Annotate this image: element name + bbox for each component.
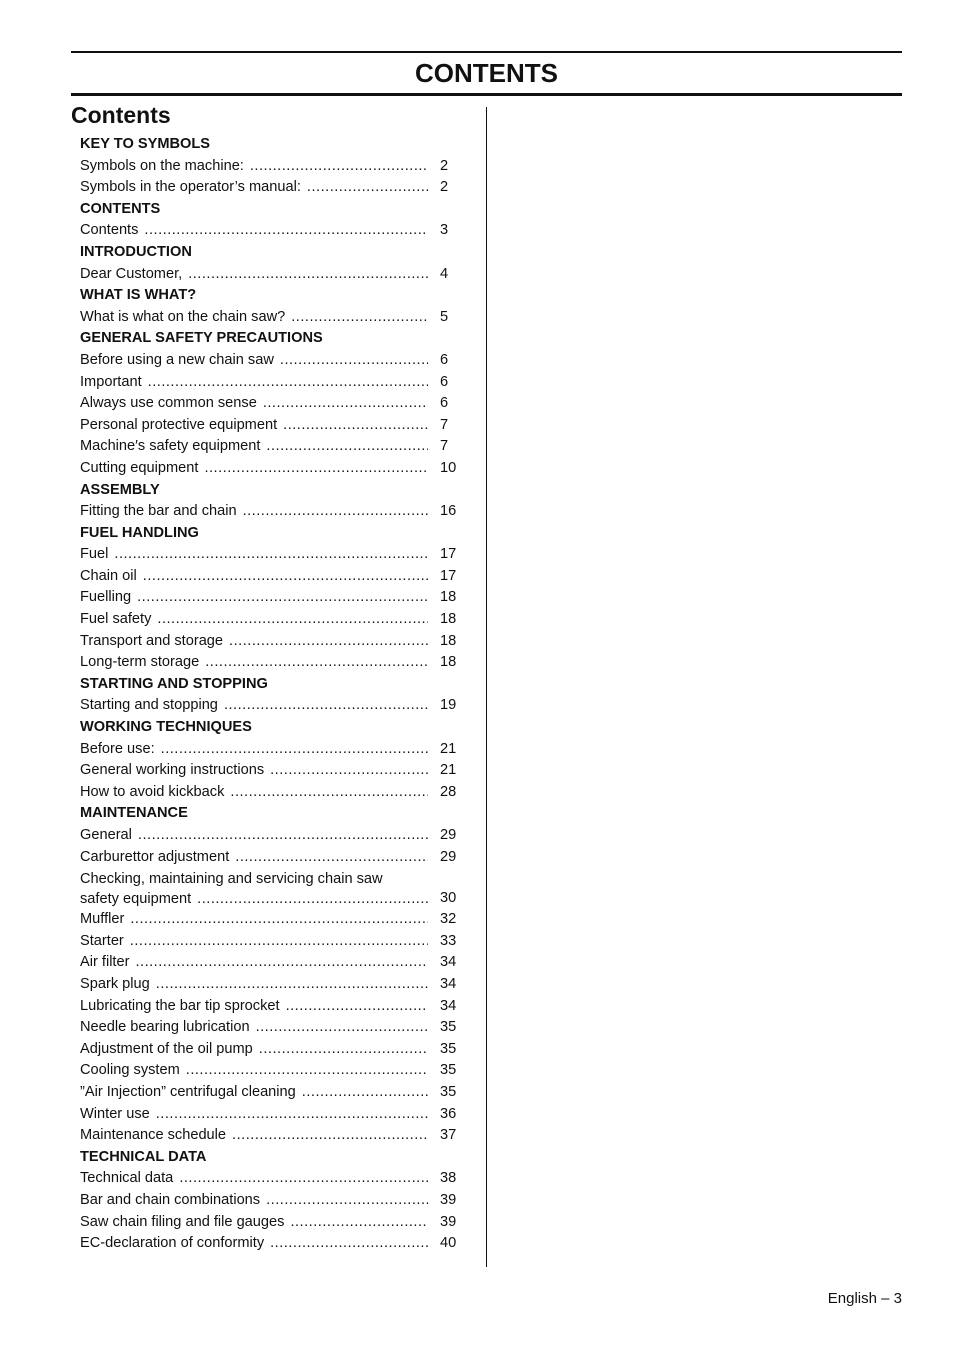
toc-entry[interactable] — [80, 631, 460, 653]
toc-page-number: 35 — [440, 1083, 457, 1100]
toc-entry-label: Cooling system — [80, 1062, 180, 1079]
dot-leader — [307, 177, 428, 199]
toc-entry-label: Technical data — [80, 1170, 174, 1187]
toc-entry[interactable] — [80, 1104, 460, 1126]
toc-entry[interactable] — [80, 825, 460, 847]
toc-entry[interactable] — [80, 436, 460, 458]
toc-entry[interactable] — [80, 1212, 460, 1234]
toc-entry-label: Air filter — [80, 954, 130, 971]
toc-entry-label: What is what on the chain saw? — [80, 308, 286, 325]
toc-page-number: 6 — [440, 351, 449, 368]
dot-leader — [197, 890, 428, 910]
dot-leader — [266, 1190, 428, 1212]
toc-group-heading: INTRODUCTION — [80, 243, 192, 260]
toc-entry-label: Bar and chain combinations — [80, 1191, 261, 1208]
toc-page-number: 40 — [440, 1235, 457, 1252]
dot-leader — [224, 695, 428, 717]
toc-entry[interactable] — [80, 909, 460, 931]
toc-entry[interactable] — [80, 501, 460, 523]
dot-leader — [137, 587, 428, 609]
toc-entry-label: Fuelling — [80, 589, 132, 606]
toc-entry-label: Symbols in the operator’s manual: — [80, 179, 301, 196]
toc-entry[interactable] — [80, 393, 460, 415]
toc-page-number: 18 — [440, 632, 457, 649]
toc-page-number: 34 — [440, 975, 457, 992]
toc-entry[interactable] — [80, 868, 460, 909]
toc-page-number: 35 — [440, 1040, 457, 1057]
dot-leader — [263, 393, 428, 415]
dot-leader — [270, 1233, 428, 1255]
toc-page-number: 2 — [440, 157, 449, 174]
toc-page-number: 3 — [440, 222, 449, 239]
toc-entry-label: Before use: — [80, 740, 155, 757]
toc-entry-label: General working instructions — [80, 762, 265, 779]
dot-leader — [186, 1060, 428, 1082]
toc-entry[interactable] — [80, 1190, 460, 1212]
dot-leader — [161, 739, 428, 761]
toc-page-number: 36 — [440, 1105, 457, 1122]
toc-group-heading: ASSEMBLY — [80, 481, 160, 498]
toc-entry[interactable] — [80, 220, 460, 242]
toc-entry[interactable] — [80, 264, 460, 286]
toc-entry-label: Spark plug — [80, 975, 150, 992]
dot-leader — [250, 156, 428, 178]
toc-entry-label: Adjustment of the oil pump — [80, 1040, 253, 1057]
toc-entry[interactable] — [80, 458, 460, 480]
toc-entry[interactable] — [80, 1060, 460, 1082]
toc-entry-label: Starter — [80, 932, 124, 949]
toc-page-number: 34 — [440, 954, 457, 971]
toc-group-heading: WORKING TECHNIQUES — [80, 719, 252, 736]
toc-page-number: 4 — [440, 265, 449, 282]
dot-leader — [144, 220, 428, 242]
toc-entry[interactable] — [80, 1039, 460, 1061]
toc-page-number: 21 — [440, 762, 457, 779]
toc-page-number: 29 — [440, 848, 457, 865]
toc-group-heading: GENERAL SAFETY PRECAUTIONS — [80, 330, 323, 347]
dot-leader — [229, 631, 428, 653]
toc-group-heading: FUEL HANDLING — [80, 524, 199, 541]
toc-group-heading: KEY TO SYMBOLS — [80, 136, 211, 152]
toc-entry[interactable] — [80, 695, 460, 717]
toc-page-number: 19 — [440, 697, 457, 714]
toc-entry-label: Contents — [80, 222, 139, 239]
toc-page-number: 29 — [440, 827, 457, 843]
toc-entry-label: Fuel — [80, 546, 109, 563]
dot-leader — [204, 458, 428, 480]
toc-entry-label-continued: safety equipment — [80, 890, 192, 907]
page-footer: English – 3 — [827, 1290, 902, 1307]
dot-leader — [266, 436, 428, 458]
toc-entry-label: Checking, maintaining and servicing chain saw — [80, 871, 383, 888]
toc-page-number: 34 — [440, 997, 457, 1014]
toc-entry-label: Winter use — [80, 1105, 150, 1122]
toc-entry-label: Muffler — [80, 911, 125, 928]
dot-leader — [157, 609, 428, 631]
toc-entry[interactable] — [80, 652, 460, 674]
toc-entry-label: Saw chain filing and file gauges — [80, 1213, 285, 1230]
toc-page-number: 7 — [440, 416, 449, 433]
dot-leader — [230, 782, 428, 804]
toc-entry[interactable] — [80, 1168, 460, 1190]
toc-group-heading: CONTENTS — [80, 200, 161, 217]
section-title: Contents — [71, 102, 171, 128]
toc-entry[interactable] — [80, 739, 460, 761]
dot-leader — [135, 952, 428, 974]
toc-entry[interactable] — [80, 350, 460, 372]
toc-entry-label: Personal protective equipment — [80, 416, 278, 433]
toc-entry[interactable] — [80, 1017, 460, 1039]
dot-leader — [302, 1082, 428, 1104]
toc-entry-label: Fitting the bar and chain — [80, 503, 237, 520]
dot-leader — [138, 825, 428, 847]
toc-page-number: 39 — [440, 1213, 457, 1230]
toc-group-heading: STARTING AND STOPPING — [80, 675, 268, 692]
dot-leader — [270, 760, 428, 782]
dot-leader — [243, 501, 428, 523]
toc-page-number: 30 — [440, 889, 457, 906]
toc-page-number: 35 — [440, 1019, 457, 1036]
dot-leader — [283, 415, 428, 437]
dot-leader — [256, 1017, 428, 1039]
toc-entry-label: Fuel safety — [80, 611, 152, 628]
toc-page-number: 28 — [440, 783, 457, 800]
toc-page-number: 21 — [440, 740, 457, 757]
toc-page-number: 5 — [440, 308, 449, 325]
toc-page-number: 10 — [440, 459, 457, 476]
toc-entry[interactable] — [80, 1125, 460, 1147]
header-bottom-rule — [71, 93, 902, 96]
dot-leader — [188, 264, 428, 286]
toc-entry-label: ”Air Injection” centrifugal cleaning — [80, 1083, 296, 1100]
toc-group-heading: WHAT IS WHAT? — [80, 287, 197, 304]
toc-entry-label: Lubricating the bar tip sprocket — [80, 997, 280, 1014]
toc-entry[interactable] — [80, 782, 460, 804]
toc-page-number: 2 — [440, 179, 449, 196]
toc-entry[interactable] — [80, 1082, 460, 1104]
toc-entry-label: Symbols on the machine: — [80, 157, 244, 174]
toc-page-number: 7 — [440, 438, 449, 455]
toc-entry[interactable] — [80, 372, 460, 394]
toc-entry-label: Needle bearing lubrication — [80, 1019, 250, 1036]
dot-leader — [148, 372, 428, 394]
dot-leader — [291, 307, 428, 329]
toc-page-number: 6 — [440, 395, 449, 412]
toc-page-number: 18 — [440, 589, 457, 606]
toc-entry[interactable] — [80, 760, 460, 782]
dot-leader — [130, 931, 428, 953]
toc-page-number: 33 — [440, 932, 457, 949]
toc-entry-label: Machine′s safety equipment — [80, 438, 261, 455]
table-of-contents — [80, 134, 460, 1255]
toc-entry-label: General — [80, 827, 132, 843]
toc-entry[interactable] — [80, 996, 460, 1018]
dot-leader — [232, 1125, 428, 1147]
toc-entry-label: Maintenance schedule — [80, 1127, 227, 1144]
dot-leader — [156, 1104, 428, 1126]
toc-page-number: 18 — [440, 611, 457, 628]
toc-entry[interactable] — [80, 974, 460, 996]
toc-entry-label: Chain oil — [80, 567, 137, 584]
toc-page-number: 39 — [440, 1191, 457, 1208]
toc-entry-label: Dear Customer, — [80, 265, 183, 282]
toc-entry[interactable] — [80, 415, 460, 437]
toc-group-heading: MAINTENANCE — [80, 805, 188, 822]
toc-entry-label: EC-declaration of conformity — [80, 1235, 265, 1252]
header-top-rule — [71, 51, 902, 53]
toc-entry[interactable] — [80, 1233, 460, 1255]
toc-entry[interactable] — [80, 307, 460, 329]
toc-entry-label: Carburettor adjustment — [80, 848, 230, 865]
dot-leader — [290, 1212, 428, 1234]
toc-entry[interactable] — [80, 847, 460, 869]
dot-leader — [114, 544, 428, 566]
dot-leader — [179, 1168, 428, 1190]
toc-entry-label: Starting and stopping — [80, 697, 218, 714]
toc-entry[interactable] — [80, 544, 460, 566]
dot-leader — [205, 652, 428, 674]
toc-entry-label: How to avoid kickback — [80, 783, 225, 800]
column-divider — [486, 107, 487, 1267]
toc-entry[interactable] — [80, 566, 460, 588]
dot-leader — [156, 974, 428, 996]
dot-leader — [286, 996, 428, 1018]
toc-entry[interactable] — [80, 156, 460, 178]
toc-page-number: 6 — [440, 373, 449, 390]
toc-page-number: 16 — [440, 503, 457, 520]
dot-leader — [280, 350, 428, 372]
toc-group-heading: TECHNICAL DATA — [80, 1148, 207, 1165]
toc-page-number: 17 — [440, 546, 457, 563]
toc-entry-label: Long-term storage — [80, 654, 200, 671]
page-title: CONTENTS — [415, 58, 558, 88]
toc-entry[interactable] — [80, 587, 460, 609]
dot-leader — [130, 909, 428, 931]
toc-entry[interactable] — [80, 931, 460, 953]
toc-entry-label: Before using a new chain saw — [80, 351, 274, 368]
toc-entry-label: Important — [80, 373, 142, 390]
toc-entry-label: Transport and storage — [80, 632, 224, 649]
dot-leader — [143, 566, 428, 588]
toc-page-number: 17 — [440, 567, 457, 584]
toc-entry[interactable] — [80, 177, 460, 199]
toc-page-number: 32 — [440, 911, 457, 928]
dot-leader — [259, 1039, 428, 1061]
toc-entry[interactable] — [80, 609, 460, 631]
toc-page-number: 35 — [440, 1062, 457, 1079]
toc-entry[interactable] — [80, 952, 460, 974]
toc-entry-label: Always use common sense — [80, 395, 257, 412]
toc-page-number: 37 — [440, 1127, 457, 1144]
dot-leader — [235, 847, 428, 869]
toc-page-number: 38 — [440, 1170, 457, 1187]
toc-page-number: 18 — [440, 654, 457, 671]
toc-entry-label: Cutting equipment — [80, 459, 199, 476]
